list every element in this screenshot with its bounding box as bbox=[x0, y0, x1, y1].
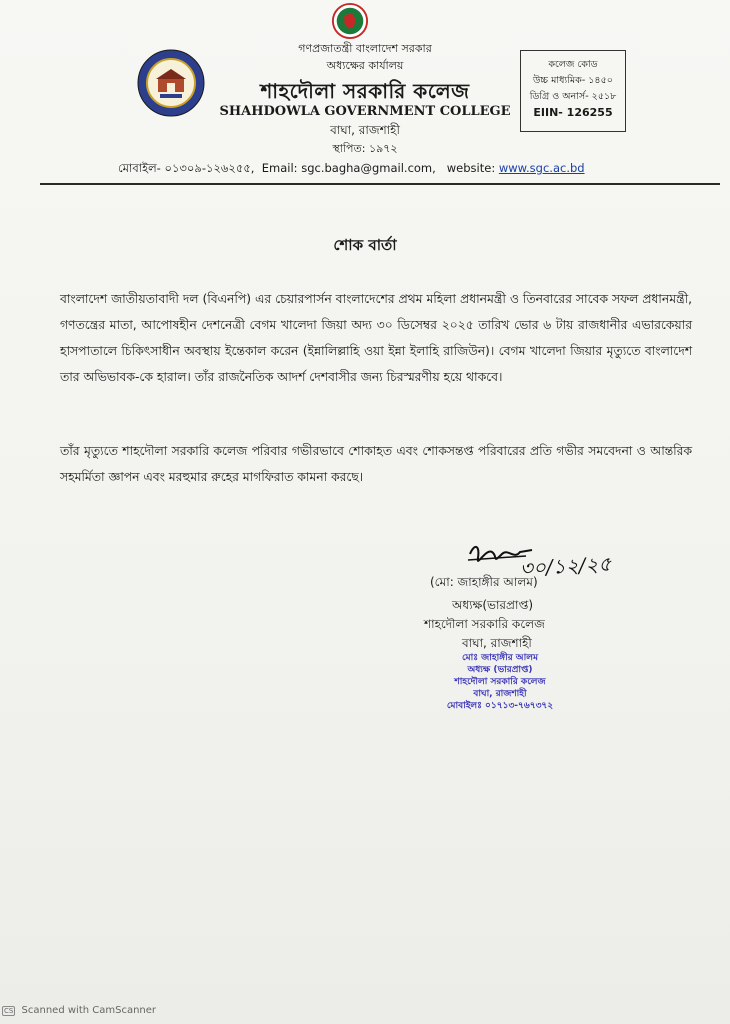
signatory-college: শাহদৌলা সরকারি কলেজ bbox=[424, 617, 545, 631]
header-divider bbox=[40, 183, 720, 185]
paragraph-condolence-main: বাংলাদেশ জাতীয়তাবাদী দল (বিএনপি) এর চেয়ারপার্সন বাংলাদেশের প্রথম মহিলা প্রধানমন্ত্রী ও তিনবারের সাবেক সফল প্রধানমন্ত্রী, গণতন্ত্রের মাতা, আপোষহীন দেশনেত্রী বেগম খালেদা জিয়া অদ্য ৩০ ডিসেম্বর ২০২৫ তারিখ ভোর ৬ টায় রাজধানীর এভারকেয়ার হাসপাতালে চিকিৎসাধীন অবস্থায় ইন্তেকাল করেন (ইন্নালিল্লাহি ওয়া ইন্না ইলাহি রাজিউন)। বেগম খালেদা জিয়ার মৃত্যুতে বাংলাদেশ তার অভিভাবক-কে হারাল। তাঁর রাজনৈতিক আদর্শ দেশবাসীর জন্য চিরস্মরণীয় হয়ে থাকবে। bbox=[60, 292, 692, 384]
signatory-name: (মো: জাহাঙ্গীর আলম) bbox=[430, 575, 538, 589]
college-code-box bbox=[520, 50, 626, 132]
website-label: website: bbox=[446, 161, 496, 175]
office-line: অধ্যক্ষের কার্যালয় bbox=[326, 59, 404, 72]
college-name-english: SHAHDOWLA GOVERNMENT COLLEGE bbox=[219, 104, 511, 119]
mobile-number: মোবাইল- ০১৩০৯-১২৬২৫৫, bbox=[118, 161, 255, 175]
stamp-mobile: মোবাইলঃ ০১৭১৩-৭৬৭৩৭২ bbox=[446, 701, 554, 711]
stamp-designation: অধ্যক্ষ (ভারপ্রাপ্ত) bbox=[467, 665, 533, 675]
email-label: Email: bbox=[261, 161, 298, 175]
signature-date: ৩০/১২/২৫ bbox=[519, 551, 612, 581]
email-address: sgc.bagha@gmail.com, bbox=[301, 161, 436, 175]
scanner-footer bbox=[0, 1005, 156, 1016]
official-stamp bbox=[400, 652, 600, 712]
website-link[interactable]: www.sgc.ac.bd bbox=[498, 161, 585, 175]
hsc-code: উচ্চ মাধ্যমিক- ১৪৫০ bbox=[533, 75, 613, 86]
stamp-college: শাহদৌলা সরকারি কলেজ bbox=[454, 677, 546, 687]
degree-code: ডিগ্রি ও অনার্স- ২৫১৮ bbox=[529, 91, 617, 102]
code-box-title: কলেজ কোড bbox=[548, 59, 598, 70]
paragraph-condolence-college: তাঁর মৃত্যুতে শাহদৌলা সরকারি কলেজ পরিবার গভীরভাবে শোকাহত এবং শোকসন্তপ্ত পরিবারের প্রতি গভীর সমবেদনা ও আন্তরিক সহমর্মিতা জ্ঞাপন এবং মরহুমার রুহের মাগফিরাত কামনা করছে। bbox=[60, 444, 692, 484]
signatory-location: বাঘা, রাজশাহী bbox=[462, 636, 532, 650]
college-location: বাঘা, রাজশাহী bbox=[330, 123, 400, 137]
government-line: গণপ্রজাতন্ত্রী বাংলাদেশ সরকার bbox=[298, 42, 432, 55]
eiin-number: EIIN- 126255 bbox=[533, 106, 613, 119]
stamp-name: মোঃ জাহাঙ্গীর আলম bbox=[461, 653, 539, 663]
college-name-bengali: শাহদৌলা সরকারি কলেজ bbox=[260, 79, 470, 103]
subject-heading: শোক বার্তা bbox=[333, 236, 397, 254]
established-year: স্থাপিত: ১৯৭২ bbox=[332, 142, 398, 155]
stamp-location: বাঘা, রাজশাহী bbox=[473, 689, 527, 699]
camscanner-icon: CS bbox=[4, 1007, 14, 1015]
government-emblem-icon bbox=[331, 2, 369, 40]
signatory-designation: অধ্যক্ষ(ভারপ্রাপ্ত) bbox=[452, 598, 534, 612]
scanner-footer-text: Scanned with CamScanner bbox=[21, 1005, 157, 1016]
contact-line bbox=[118, 160, 598, 179]
